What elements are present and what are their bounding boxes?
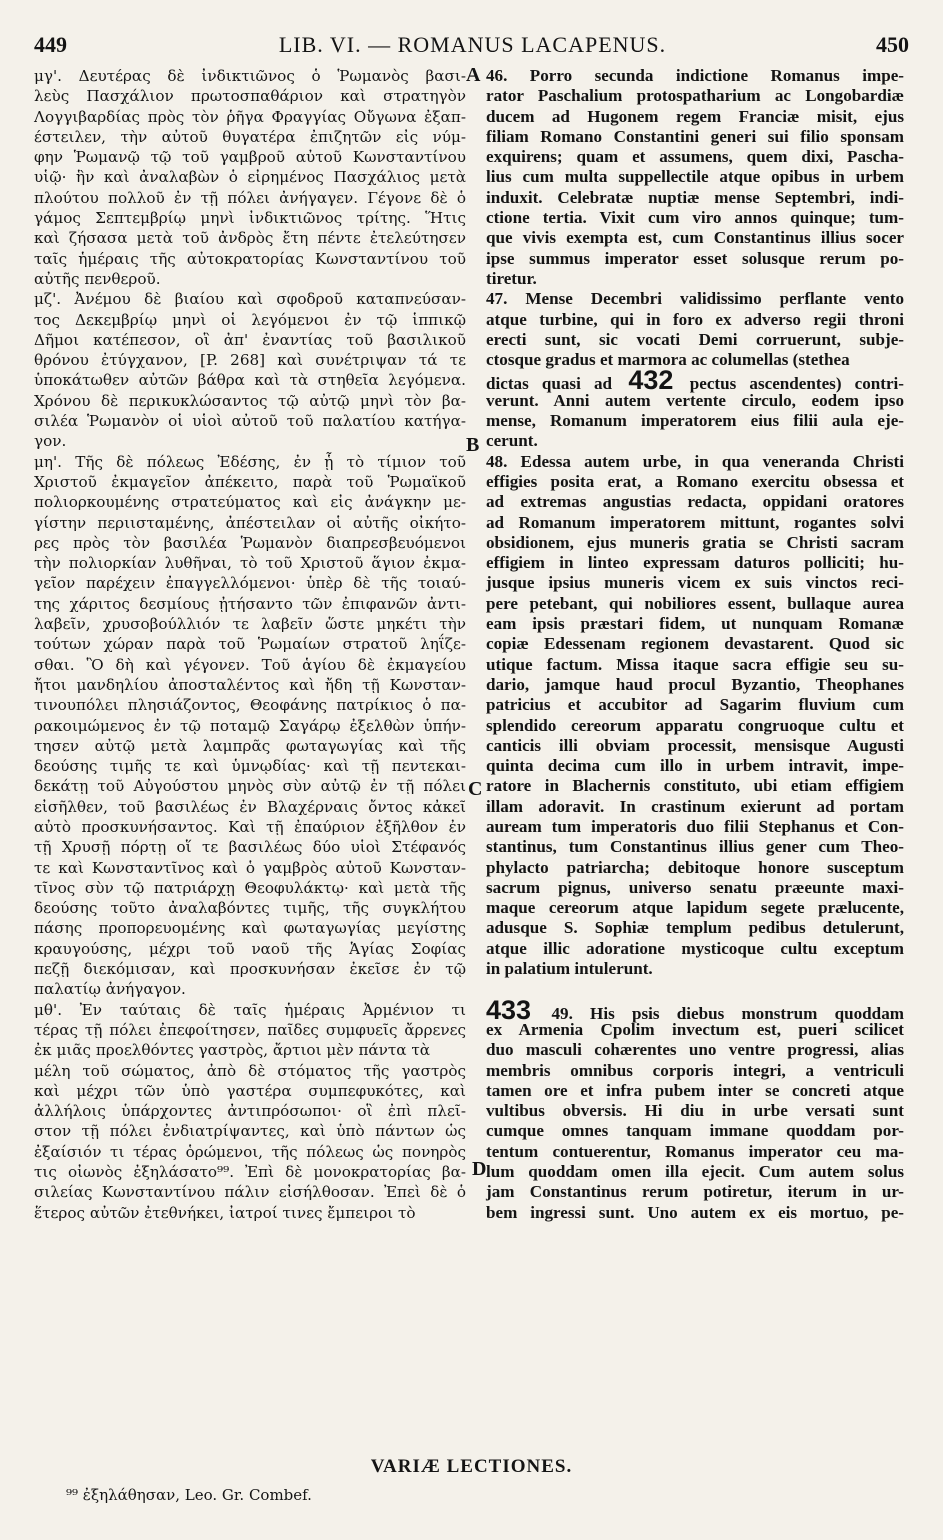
latin-line: filiam Romano Constantini generi sui filio sponsam [486,126,904,146]
page-number-right: 450 [876,32,909,57]
greek-line: σιλείας Κωνσταντίνου πάλιν εἰσήλθοσαν. Ἐπεὶ δὲ ὁ [34,1183,466,1202]
greek-line: γον. [34,432,67,451]
greek-line: ὑποκάτωθεν αὐτῶν βάθρα καὶ τὰ στηθεῖα λεγόμενα. [34,371,466,390]
greek-line: αὐτὸ προσκυνήσαντος. Καὶ τῇ ἐπαύριον ἐξῆλθον ἐν [34,817,466,836]
latin-line: cerunt. [486,431,538,451]
greek-column [34,66,466,1223]
latin-line [486,365,904,396]
latin-column [486,66,904,1223]
latin-line: ctosque gradus et marmora ac columellas (stethea [486,350,850,370]
latin-line: ducem ad Hugonem regem Franciæ misit, ejus [486,106,904,126]
greek-line: τὴν πολιορκίαν λυθῆναι, τὸ τοῦ Χριστοῦ ἅγιον ἐκμα- [34,554,466,573]
greek-line: τούτων χώραν παρὰ τοῦ Ῥωμαίων στρατοῦ ληΐζε- [34,635,466,654]
greek-line: μγ'. Δευτέρας δὲ ἰνδικτιῶνος ὁ Ῥωμανὸς βασι- [34,67,466,85]
latin-line: phylacto patriarcha; debitoque honore susceptum [486,857,904,877]
latin-line: dario, jamque haud procul Byzantio, Theophanes [486,674,904,694]
inline-page-number: 433 [486,994,552,1025]
latin-line: ratore in Blachernis constituto, ubi etiam effigiem [486,776,904,796]
latin-line: eam ipsis præstari fidem, ut nunquam Romanæ [486,614,904,634]
greek-line: λαβεῖν, χρυσοβούλλιόν τε λαβεῖν ὥστε μηκέτι τὴν [34,615,466,634]
greek-line: τέρας τῇ πόλει ἐπεφοίτησεν, παῖδες συμφυεῖς ἄρρενες [34,1020,466,1039]
latin-line: stantinus, tum Constantinus illius gener cum Theo- [486,837,904,857]
latin-line: cumque omnes tanquam immane quoddam por- [486,1121,904,1141]
latin-line: lum quoddam omen illa ejecit. Cum autem solus [486,1162,904,1182]
latin-line: ex Armenia Cpolim invectum est, pueri scilicet [486,1019,904,1039]
latin-line: 48. Edessa autem urbe, in qua veneranda Christi [486,451,904,471]
greek-line: Χρόνου δὲ περικυκλώσαντος τῷ αὐτῷ μηνὶ τὸν βα- [34,391,466,410]
latin-line: verunt. Anni autem vertente circulo, eodem ipso [486,390,904,410]
greek-line: δεούσης τοῦτο ἀναλαβόντες τιμῆς, τῆς συγκλήτου [34,899,466,918]
running-title: LIB. VI. — ROMANUS LACAPENUS. [278,32,667,57]
greek-line: Λογγιβαρδίας πρὸς τὸν ῥῆγα Φραγγίας Οὔγωνα ἐξαπ- [34,107,466,126]
greek-line: τησεν αὐτῷ μετὰ λαμπρᾶς φωταγωγίας καὶ τῆς [34,736,466,755]
greek-line: μέλη τοῦ σώματος, ἀπὸ δὲ στόματος τῆς γαστρὸς [34,1061,466,1080]
greek-line: σιλέα Ῥωμανὸν οἱ υἱοὶ αὐτοῦ τοῦ παλατίου κατήγα- [34,412,466,431]
greek-line: στον τῇ πόλει ἐνδιατρίψαντες, καὶ ὑπὸ πάντων ὡς [34,1122,466,1141]
greek-line: τις οἰωνὸς ἐξηλάσατο⁹⁹. Ἐπὶ δὲ μονοκρατορίας βα- [34,1163,466,1182]
latin-line: que vivis exempta est, cum Constantinus illius socer [486,228,904,248]
greek-line: πεζῇ διεκόμισαν, καὶ προσκυνήσαν ἐκεῖσε ἐν τῷ [34,960,466,979]
greek-line: θρόνου ἐτύγχανον, [P. 268] καὶ συνέτριψαν τά τε [34,351,466,370]
latin-line: exquirens; quam et assumens, quem dixi, Pascha- [486,147,904,167]
latin-line: atque turbine, qui in foro ex adverso regii throni [486,309,904,329]
greek-line: εἰσῆλθεν, τοῦ βασιλέως ἐν Βλαχέρναις ὄντος κἀκεῖ [34,797,466,816]
latin-line: tentum contuerentur, Romanus imperator ceu ma- [486,1141,904,1161]
latin-line: ad Romanum imperatorem mittunt, rogantes solvi [486,512,904,532]
latin-line: tamen ore et infra pubem inter se concreti atque [486,1080,904,1100]
greek-line: ἐκ μιᾶς προελθόντες γαστρὸς, ἄρτιοι μὲν πάντα τὰ [34,1041,431,1060]
greek-line: αὐτῆς πενθεροῦ. [34,269,161,288]
latin-line: auream tum imperatoris duo filii Stephanus et Con- [486,816,904,836]
latin-line: pere petebant, qui nobiliores essent, bullaque aurea [486,593,904,613]
greek-line: ρακοιμώμενος ἐν τῷ ποταμῷ Σαγάρῳ ἐξελθὼν ὑπήν- [34,716,466,735]
latin-line: canticis illi obviam processit, mensisque Augusti [486,735,904,755]
greek-line: παλατίῳ ἀνήγαγον. [34,980,186,999]
latin-line: splendido cereorum apparatu congruoque cultu et [486,715,904,735]
latin-line: bem ingressi sunt. Uno autem ex eis mortuo, pe- [486,1202,904,1222]
greek-line: τε καὶ Κωνσταντῖνος καὶ ὁ γαμβρὸς αὐτοῦ Κωνσταν- [34,858,466,877]
greek-line: υἱῷ· ἣν καὶ ἀναλαβὼν ὁ εἰρημένος Πασχάλιος μετὰ [34,168,466,187]
margin-marker-d: D [472,1158,487,1180]
latin-line: in palatium intulerunt. [486,959,653,979]
greek-line: καὶ ζήσασα μετὰ τοῦ ἀνδρὸς ἔτη πέντε ἐτελεύτησεν [34,229,466,248]
margin-marker-a: A [466,64,481,86]
latin-line: tiretur. [486,268,537,288]
line-fragment: dictas quasi ad [486,374,612,394]
latin-line: copiæ Edessenam regionem devastarent. Quod sic [486,634,904,654]
greek-line: τῖνος σὺν τῷ πατριάρχῃ Θεοφυλάκτῳ· καὶ μετὰ τῆς [34,878,466,897]
latin-line: adusque S. Sophiæ templum pedibus detulerunt, [486,918,904,938]
footnote: ⁹⁹ ἐξηλάθησαν, Leo. Gr. Combef. [66,1486,312,1504]
latin-line: rator Paschalium protospatharium ac Longobardiæ [486,86,904,106]
latin-line: illam adoravit. In crastinum exierunt ad portam [486,796,904,816]
latin-line: jam Constantinus rerum potiretur, iterum in ur- [486,1182,904,1202]
latin-line: ctione tertia. Vixit cum viro annos quinque; tum- [486,208,904,228]
latin-line: patricius et accubitor ad Sagarim fluvium cum [486,695,904,715]
page-header [30,28,915,62]
greek-line: Χριστοῦ ἐκμαγεῖον ἀπέκειτο, παρὰ τοῦ Ῥωμαϊκοῦ [34,472,466,491]
latin-line: erecti sunt, sic vocati Demi corruerunt, subje- [486,329,904,349]
greek-line: καὶ μέχρι τῶν ὑπὸ γαστέρα συμπεφυκότες, καὶ [34,1081,466,1100]
greek-line: πολιορκουμένης στρατεύματος καὶ εἰς ἀνάγκην με- [34,493,466,512]
latin-line: quinta decima cum illo in urbem intravit, impe- [486,756,904,776]
inline-page-number: 432 [612,365,690,396]
greek-line: ἀλλήλοις ὑπάρχοντες ἀντιπρόσωποι· οἳ ἐπὶ πλεῖ- [34,1102,466,1121]
greek-line: γίστην περιισταμένης, ἀπέστειλαν οἱ αὐτῆς οἰκήτο- [34,513,466,532]
latin-line: 47. Mense Decembri validissimo perflante vento [486,289,904,309]
line-fragment: 49. His psis diebus monstrum quoddam [551,1003,904,1023]
greek-line: μζ'. Ἀνέμου δὲ βιαίου καὶ σφοδροῦ καταπνεύσαν- [34,290,466,309]
margin-marker-c: C [468,778,483,800]
latin-line: vultibus obversis. Hi diu in urbe versati sunt [486,1101,904,1121]
greek-line: πλούτου πολλοῦ ἐν τῇ πόλει ἀνήγαγεν. Γέγονε δὲ ὁ [34,188,466,207]
greek-line: μη'. Τῆς δὲ πόλεως Ἐδέσης, ἐν ᾗ τὸ τίμιον τοῦ [34,452,466,471]
greek-line: λεὺς Πασχάλιον πρωτοσπαθάριον καὶ στρατηγὸν [34,87,466,106]
latin-line: mense, Romanum imperatorem eius filii aula eje- [486,411,904,431]
latin-line: sacrum pignus, universo senatu præeunte maxi- [486,877,904,897]
line-fragment: pectus ascendentes) contri- [689,374,904,394]
latin-line: membris omnibus corporis integri, a ventriculi [486,1060,904,1080]
greek-line: δεκάτῃ τοῦ Αὐγούστου μηνὸς σὺν αὐτῷ ἐν τῇ πόλει [34,777,466,796]
greek-line: γάμος Σεπτεμβρίῳ μηνὶ ἰνδικτιῶνος τρίτης. Ἥτις [34,209,466,228]
greek-line: πάσης προπορευομένης καὶ φωταγωγίας μεγίστης [34,919,466,938]
latin-line: atque illic adoratione mysticoque cultu exceptum [486,938,904,958]
variae-lectiones-heading: VARIÆ LECTIONES. [370,1456,573,1477]
latin-line [486,994,904,1025]
greek-line: σθαι. Ὃ δὴ καὶ γέγονεν. Τοῦ ἁγίου δὲ ἐκμαγείου [34,655,466,674]
greek-line: φην Ῥωμανῷ τῷ τοῦ γαμβροῦ αὐτοῦ Κωνσταντίνου [34,148,466,167]
greek-line: μθ'. Ἐν ταύταις δὲ ταῖς ἡμέραις Ἀρμένιον τι [34,1000,466,1019]
greek-line: της χάριτος δεσμίους ᾐτήσαντο τῶν ἐπιφανῶν ἀντι- [34,594,466,613]
greek-line: ἤτοι μανδηλίου ἀποσταλέντος καὶ ἤδη τῇ Κωνσταν- [34,675,466,694]
page-number-left: 449 [34,32,67,57]
latin-line: duo masculi cohærentes uno ventre progressi, alias [486,1040,904,1060]
greek-line: δεούσης τιμῆς τε καὶ ὑμνῳδίας· καὶ τῇ πεντεκαι- [34,757,466,776]
greek-line: τινουπόλει πλησιάζοντος, Θεοφάνης πατρίκιος ὁ πα- [34,696,466,715]
latin-line: jusque ipsius muneris vicem ex suis vinctos reci- [486,573,904,593]
latin-line: lius cum multa suppellectile atque opibus in urbem [486,167,904,187]
margin-marker-b: B [466,434,480,456]
latin-line: ad extremas angustias redacta, oppidani oratores [486,492,904,512]
latin-line: 46. Porro secunda indictione Romanus impe- [486,66,904,85]
latin-line: effigies posita erat, a Romano exercitu obsessa et [486,471,904,491]
latin-line: maque cereorum atque lapidum segete prælucente, [486,898,904,918]
greek-line: γεῖον παρέχειν ἐπαγγελλόμενοι· ὑπὲρ δὲ τῆς τοιαύ- [34,574,466,593]
greek-line: ταῖς ἡμέραις τῆς αὐτοκρατορίας Κωνσταντίνου τοῦ [34,249,466,268]
latin-line: obsidionem, ejus muneris gratia se Christi sacram [486,532,904,552]
greek-line: έστειλεν, τὴν αὐτοῦ θυγατέρα ἐπιζητῶν εἰς νύμ- [34,127,466,146]
greek-line: ρες πρὸς τὸν βασιλέα Ῥωμανὸν διαπρεσβευόμενοι [34,533,466,552]
greek-line: κραυγούσης, μέχρι τοῦ ναοῦ τῆς Ἁγίας Σοφίας [34,939,466,958]
latin-line: ipse summus imperator esset solusque rerum po- [486,248,904,268]
latin-line: induxit. Celebratæ nuptiæ mense Septembri, indi- [486,187,904,207]
latin-line: utique factum. Missa itaque sacra effigie seu su- [486,654,904,674]
greek-line: τος Δεκεμβρίῳ μηνὶ οἱ λεγόμενοι ἐν τῷ ἱππικῷ [34,310,466,329]
greek-line: ἐξαίσιόν τι τέρας ὁρώμενοι, τῆς πόλεως ὡς πονηρὸς [34,1142,466,1161]
greek-line: ἕτερος αὐτῶν ἐτεθνήκει, ἰατροί τινες ἔμπειροι τὸ [34,1203,416,1222]
greek-line: τῇ Χρυσῇ πόρτῃ οἵ τε βασιλέως δύο υἱοὶ Στέφανός [34,838,466,857]
latin-line: effigiem in linteo expressam daturos polliciti; hu- [486,553,904,573]
greek-line: Δῆμοι κατέπεσον, οἳ ἀπ' ἐναντίας τοῦ βασιλικοῦ [34,330,466,349]
